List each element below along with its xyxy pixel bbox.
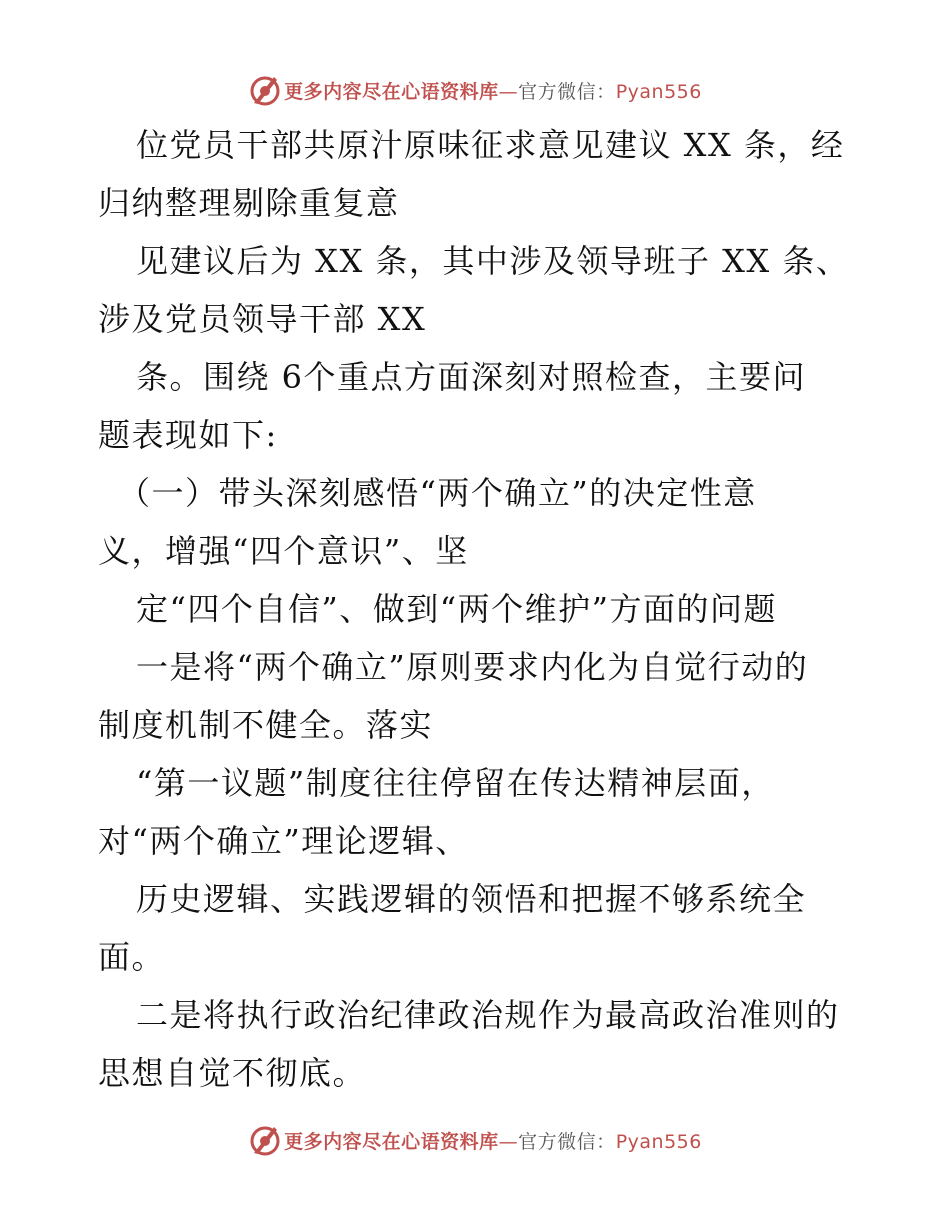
banner-title: 更多内容尽在心语资料库 — [284, 80, 499, 103]
document-body — [98, 116, 858, 1102]
text-line: 制度机制不健全。落实 — [98, 706, 434, 744]
footer-banner-wechat-id: Pyan556 — [615, 1130, 702, 1153]
text-line: 位党员干部共原汁原味征求意见建议 XX 条，经 — [136, 126, 845, 164]
text-line: 见建议后为 XX 条，其中涉及领导班子 XX 条、 — [136, 242, 850, 280]
text-line: 归纳整理剔除重复意 — [98, 184, 400, 222]
text-line: 涉及党员领导干部 XX — [98, 300, 427, 338]
header-banner — [0, 70, 950, 110]
text-line: 对“两个确立”理论逻辑、 — [98, 822, 469, 860]
footer-banner-title: 更多内容尽在心语资料库 — [284, 1130, 499, 1153]
section-heading: （一）带头深刻感悟“两个确立”的决定性意 — [118, 474, 757, 512]
text-line: 历史逻辑、实践逻辑的领悟和把握不够系统全 — [136, 880, 807, 918]
text-line: 条。围绕 6个重点方面深刻对照检查，主要问 — [136, 358, 807, 396]
footer-banner — [0, 1120, 950, 1160]
text-line: “第一议题”制度往往停留在传达精神层面， — [136, 764, 775, 802]
text-line: 思想自觉不彻底。 — [98, 1054, 367, 1092]
text-line: 面。 — [98, 938, 166, 976]
footer-banner-separator: — — [498, 1130, 519, 1153]
quill-logo-icon — [248, 73, 282, 107]
banner-wechat-id: Pyan556 — [615, 80, 702, 103]
text-line: 一是将“两个确立”原则要求内化为自觉行动的 — [136, 648, 809, 686]
footer-banner-official-label: 官方微信： — [518, 1130, 616, 1153]
banner-separator: — — [498, 80, 519, 103]
section-heading-cont: 义，增强“四个意识”、坚 — [98, 532, 469, 570]
text-line: 题表现如下: — [98, 416, 278, 454]
text-line: 二是将执行政治纪律政治规作为最高政治准则的 — [136, 996, 840, 1034]
quill-logo-icon — [248, 1123, 282, 1157]
banner-official-label: 官方微信： — [518, 80, 616, 103]
section-heading-cont: 定“四个自信”、做到“两个维护”方面的问题 — [136, 590, 777, 628]
